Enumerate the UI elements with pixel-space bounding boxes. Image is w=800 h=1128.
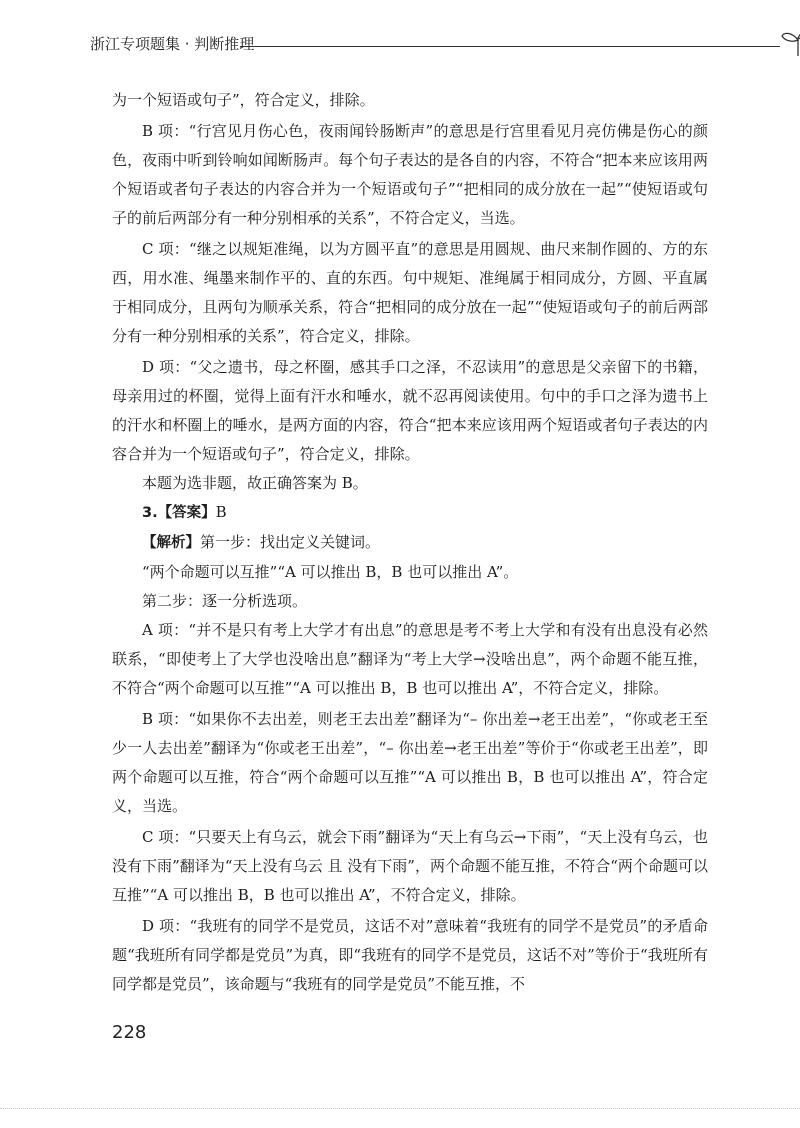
paragraph-option-d: D 项：“父之遗书，母之杯圈，感其手口之泽，不忍读用”的意思是父亲留下的书籍，母亲用过的杯圈，觉得上面有汗水和唾水，就不忍再阅读使用。句中的手口之泽为遗书上的汗水和杯圈上的唾水，是两方面的内容，符合“把本来应该用两个短语或者句子表达的内容合并为一个短语或句子”，符合定义，排除。 — [112, 358, 708, 463]
answer-explanation-body — [112, 86, 708, 999]
paragraph-continuation: 为一个短语或句子”，符合定义，排除。 — [112, 91, 375, 109]
header-rule — [240, 46, 780, 47]
paragraph-option-c: C 项：“继之以规矩准绳，以为方圆平直”的意思是用圆规、曲尺来制作圆的、方的东西，用水准、绳墨来制作平的、直的东西。句中规矩、准绳属于相同成分，方圆、平直属于相同成分，且两句为顺承关系，符合“把相同的成分放在一起”“使短语或句子的前后两部分有一种分别相承的关系”，符合定义，排除。 — [112, 240, 708, 345]
paragraph-conclusion: 本题为选非题，故正确答案为 B。 — [142, 474, 368, 492]
answer-value: B — [215, 503, 227, 521]
paragraph-q3-option-d: D 项：“我班有的同学不是党员，这话不对”意味着“我班有的同学不是党员”的矛盾命题“我班所有同学都是党员”为真，即“我班有的同学不是党员，这话不对”等价于“我班所有同学都是党员”，该命题与“我班有的同学是党员”不能互推，不 — [112, 917, 708, 993]
answer-label: 3.【答案】 — [142, 505, 216, 521]
definition-keywords: “两个命题可以互推”“A 可以推出 B，B 也可以推出 A”。 — [142, 563, 519, 581]
leaf-sprout-icon — [778, 28, 800, 58]
analysis-label: 【解析】 — [142, 535, 200, 551]
scan-edge-divider — [0, 1108, 800, 1109]
answer-line — [112, 498, 708, 528]
analysis-step-one: 第一步：找出定义关键词。 — [200, 533, 381, 551]
paragraph-q3-option-a: A 项：“并不是只有考上大学才有出息”的意思是考不考上大学和有没有出息没有必然联系，“即使考上了大学也没啥出息”翻译为“考上大学→没啥出息”，两个命题不能互推，不符合“两个命题可以互推”“A 可以推出 B，B 也可以推出 A”，不符合定义，排除。 — [112, 621, 708, 697]
running-header — [90, 34, 730, 56]
page-number: 228 — [112, 1022, 147, 1043]
header-title: 浙江专项题集 · 判断推理 — [90, 35, 255, 53]
analysis-line — [112, 528, 708, 558]
paragraph-q3-option-b: B 项：“如果你不去出差，则老王去出差”翻译为“– 你出差→老王出差”，“你或老王至少一人去出差”翻译为“你或老王出差”，“– 你出差→老王出差”等价于“你或老王出差”，即两个命题可以互推，符合“两个命题可以互推”“A 可以推出 B，B 也可以推出 A”，符合定义，当选。 — [112, 710, 708, 815]
analysis-step-two: 第二步：逐一分析选项。 — [142, 592, 308, 610]
paragraph-option-b: B 项：“行宫见月伤心色，夜雨闻铃肠断声”的意思是行宫里看见月亮仿佛是伤心的颜色，夜雨中听到铃响如闻断肠声。每个句子表达的是各自的内容，不符合“把本来应该用两个短语或者句子表达的内容合并为一个短语或句子”“把相同的成分放在一起”“使短语或句子的前后两部分有一种分别相承的关系”，不符合定义，当选。 — [112, 122, 708, 227]
paragraph-q3-option-c: C 项：“只要天上有乌云，就会下雨”翻译为“天上有乌云→下雨”，“天上没有乌云，也没有下雨”翻译为“天上没有乌云 且 没有下雨”，两个命题不能互推，不符合“两个命题可以互推”“A 可以推出 B，B 也可以推出 A”，不符合定义，排除。 — [112, 828, 708, 904]
